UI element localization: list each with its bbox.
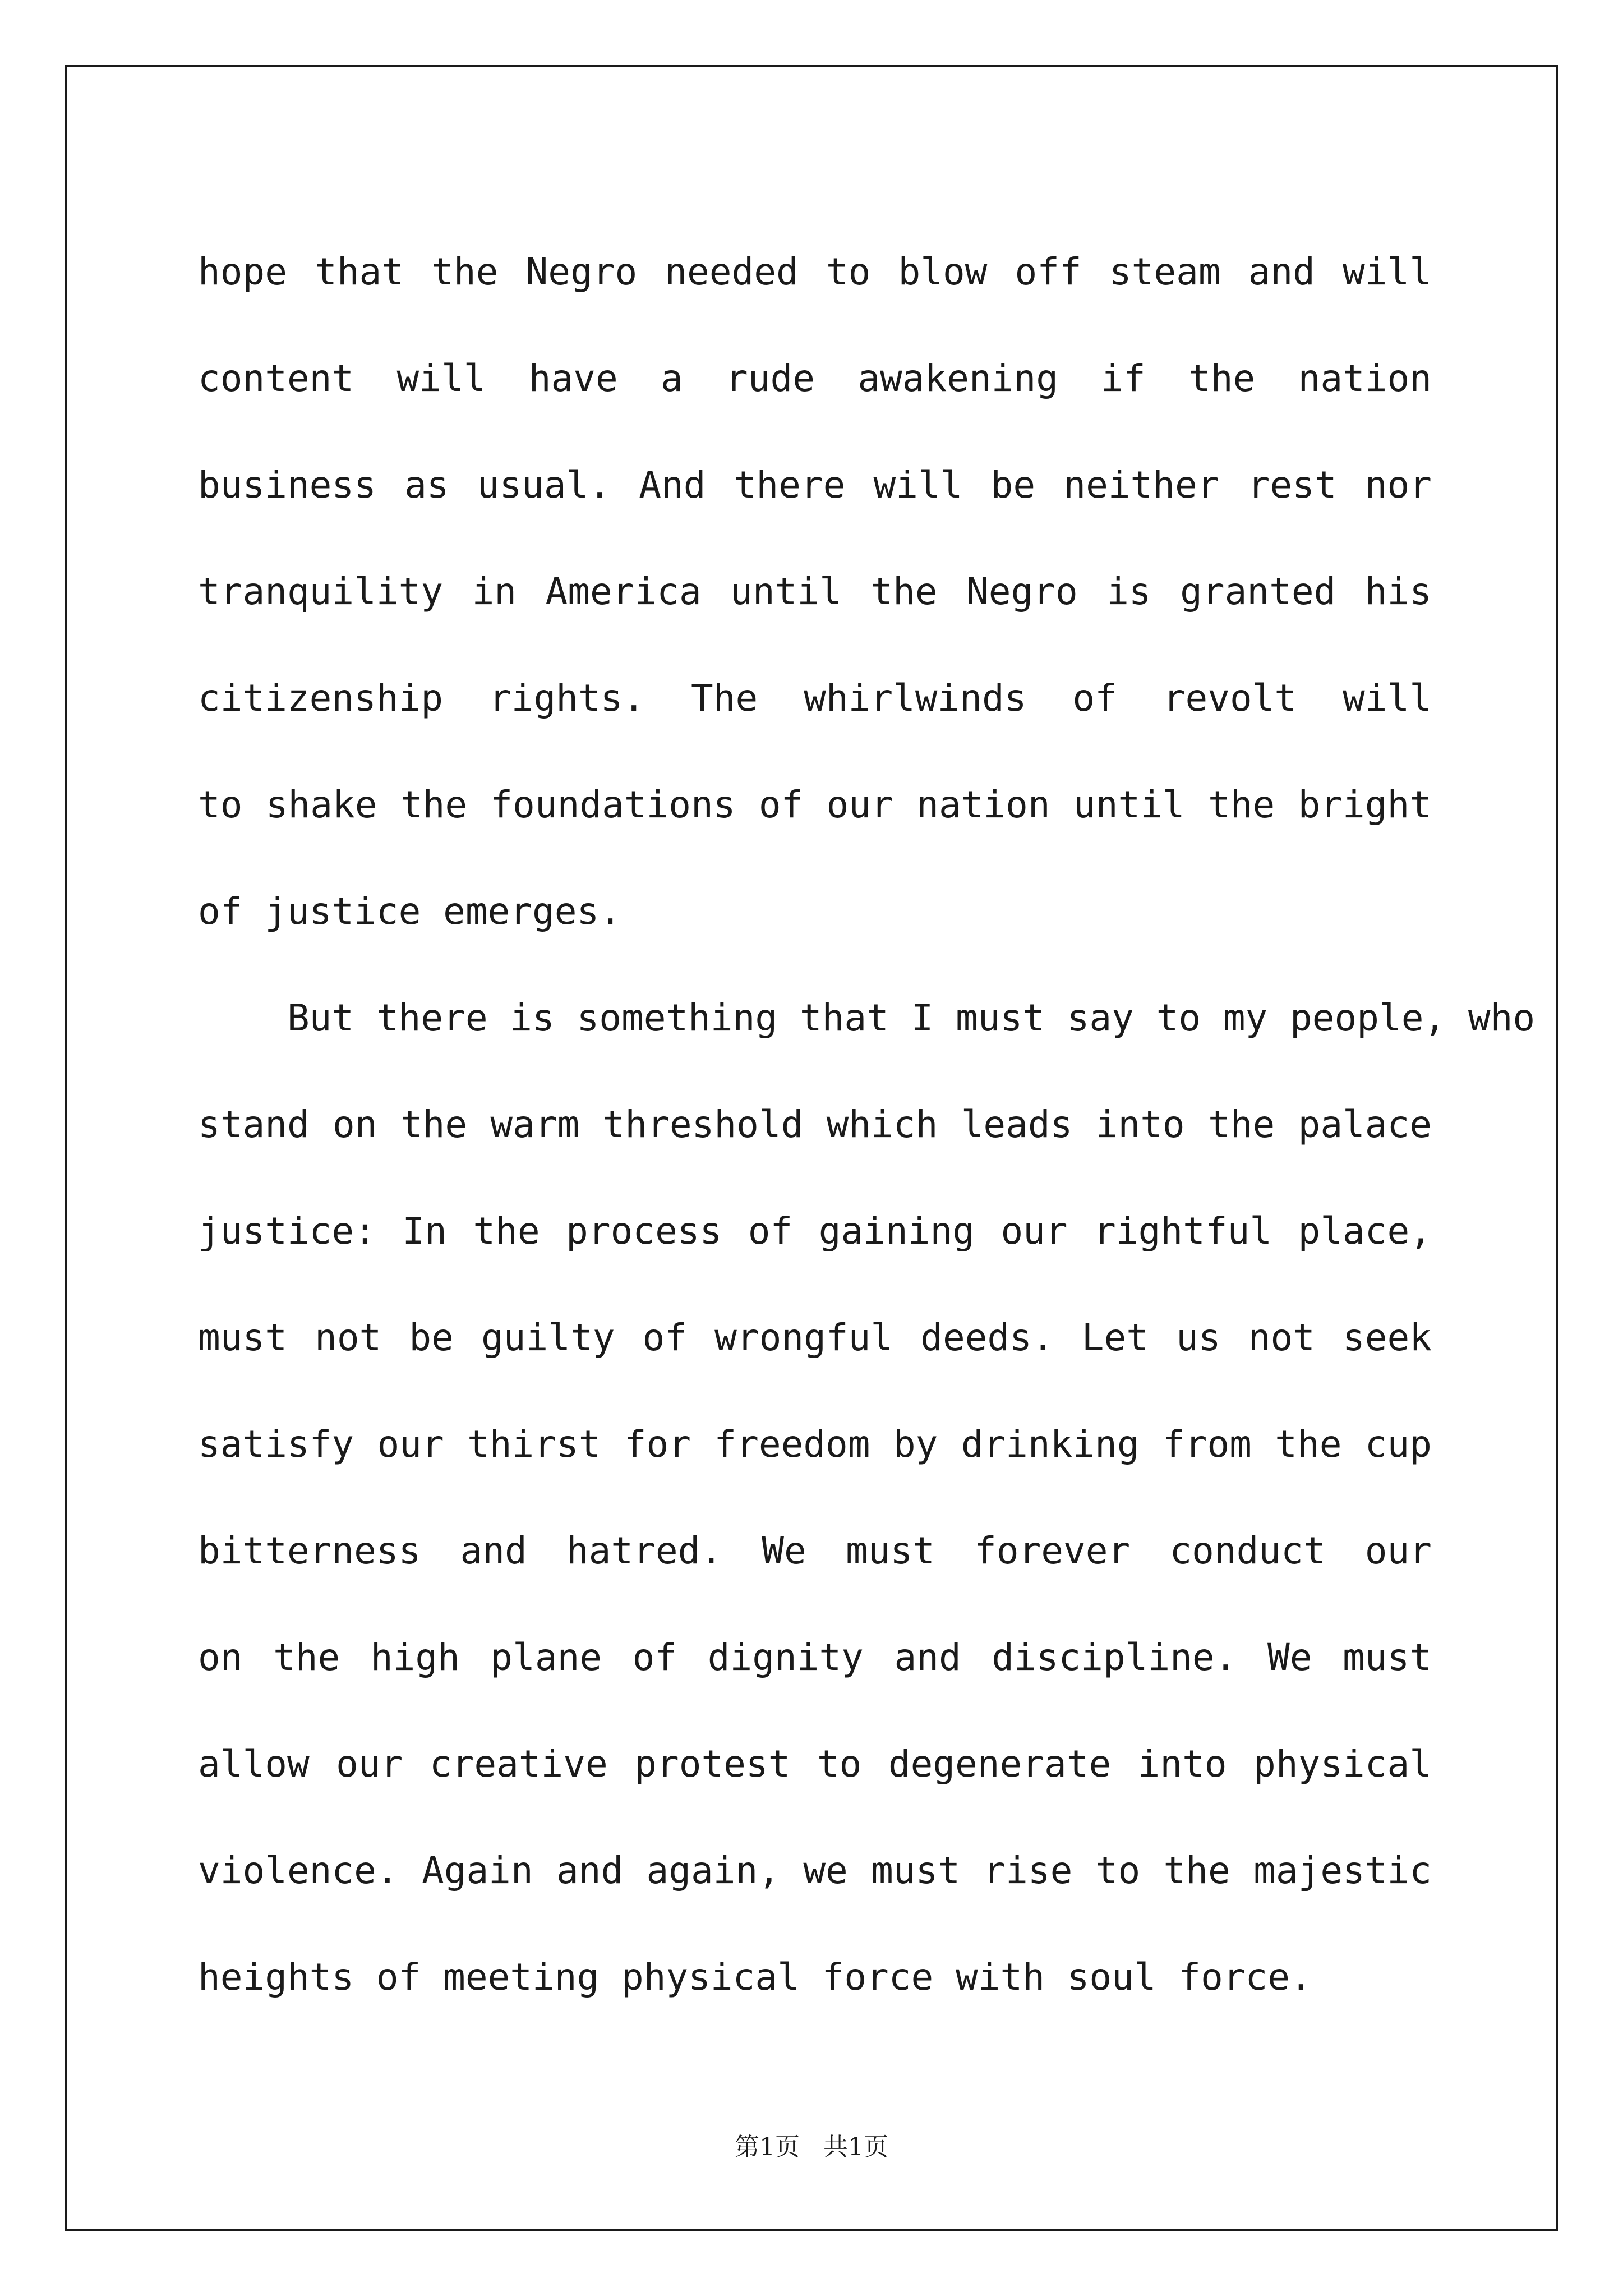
text-line: citizenship rights. The whirlwinds of revolt will bbox=[198, 677, 1432, 720]
text-line: allow our creative protest to degenerate into physical bbox=[198, 1742, 1432, 1786]
paragraph-2 bbox=[198, 965, 1536, 2031]
text-line: stand on the warm threshold which leads into the palace bbox=[198, 1103, 1432, 1146]
text-line: tranquility in America until the Negro is granted his bbox=[198, 570, 1432, 613]
paragraph-1 bbox=[198, 219, 1432, 965]
text-line: heights of meeting physical force with soul force. bbox=[198, 1955, 1312, 1999]
page-number: 第1页 共1页 bbox=[735, 2133, 888, 2161]
text-line: of justice emerges. bbox=[198, 890, 621, 933]
text-line: hope that the Negro needed to blow off steam and will bbox=[198, 250, 1432, 293]
text-line: bitterness and hatred. We must forever conduct our bbox=[198, 1529, 1432, 1572]
text-line: to shake the foundations of our nation until the bright bbox=[198, 783, 1432, 826]
document-body bbox=[198, 219, 1536, 2031]
text-line: violence. Again and again, we must rise to the majestic bbox=[198, 1849, 1432, 1892]
text-line: must not be guilty of wrongful deeds. Let us not seek bbox=[198, 1316, 1432, 1359]
text-line: satisfy our thirst for freedom by drinking from the cup bbox=[198, 1423, 1432, 1466]
text-line: content will have a rude awakening if the nation bbox=[198, 357, 1432, 400]
text-line: justice: In the process of gaining our rightful place, bbox=[198, 1209, 1432, 1253]
text-line: business as usual. And there will be neither rest nor bbox=[198, 463, 1432, 507]
text-line: on the high plane of dignity and discipline. We must bbox=[198, 1636, 1432, 1679]
text-line: But there is something that I must say to my people, who bbox=[198, 996, 1536, 1039]
